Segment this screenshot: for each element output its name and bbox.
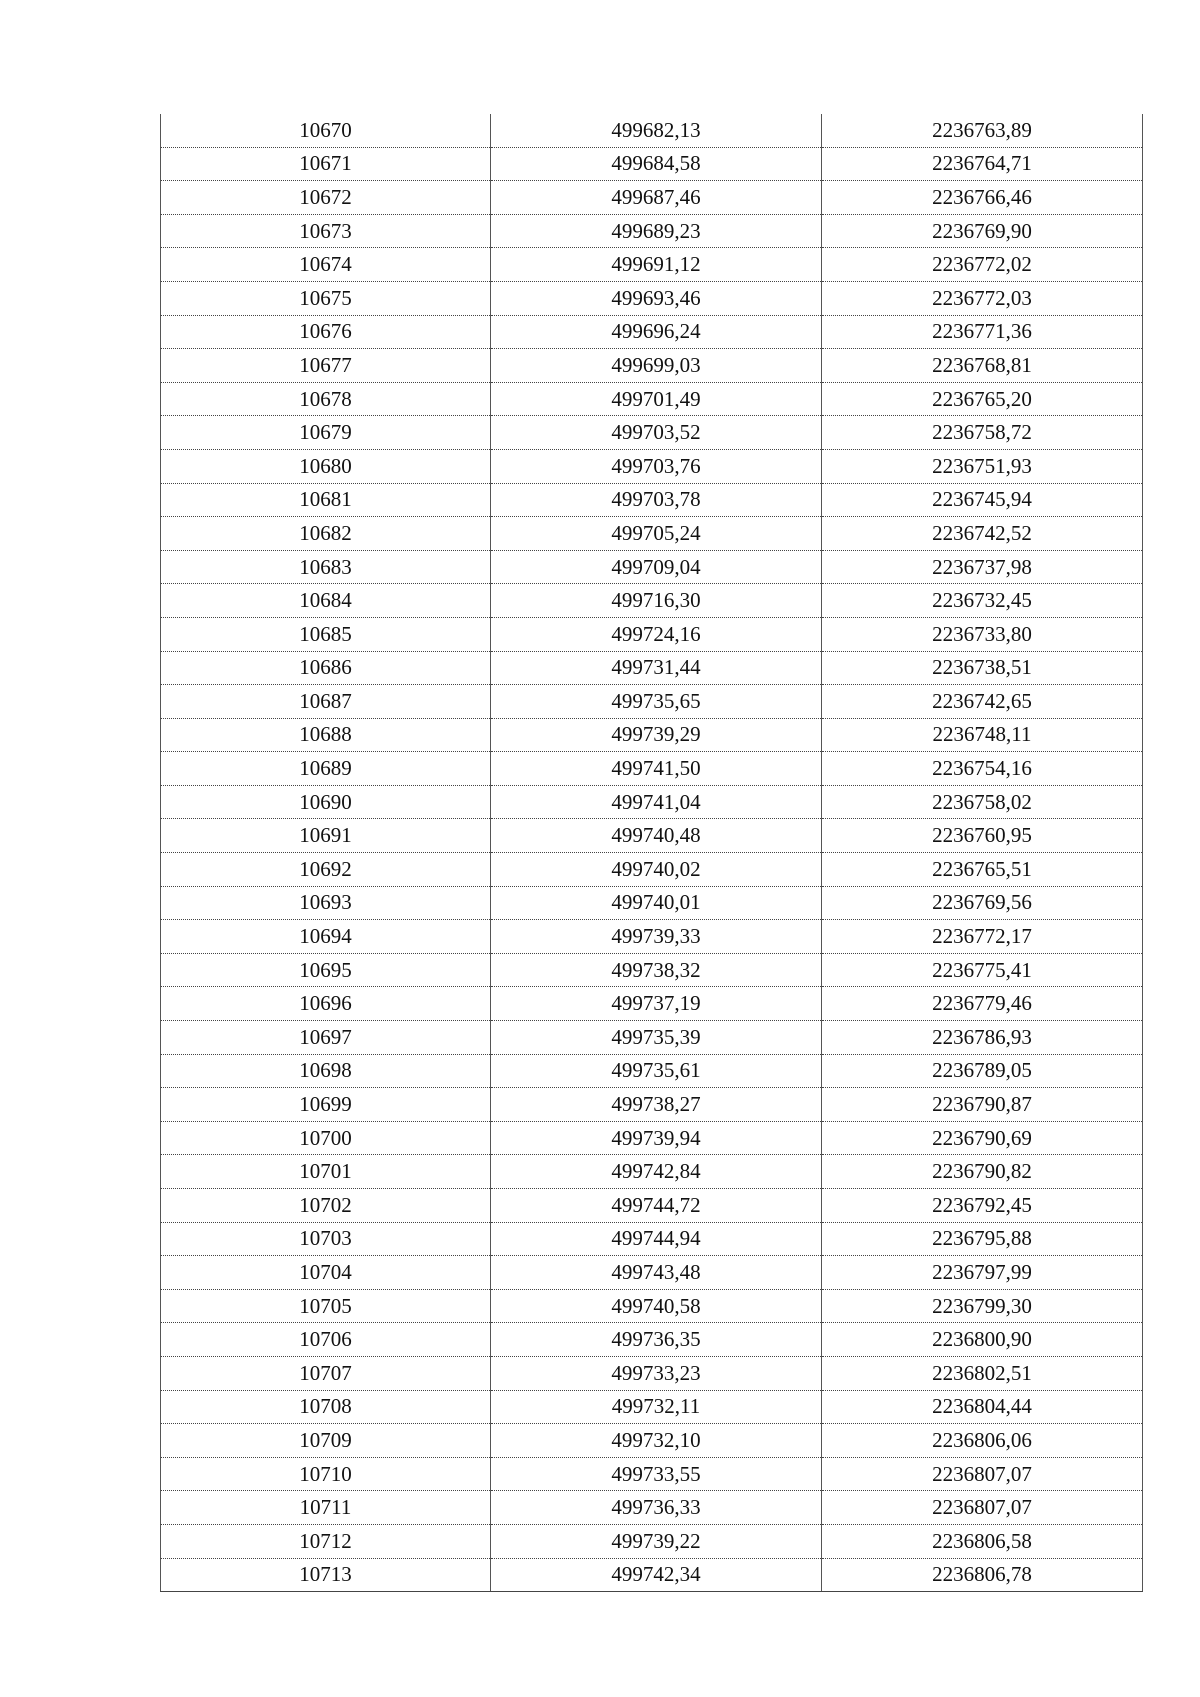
y-coordinate-cell: 2236795,88	[822, 1222, 1143, 1256]
y-coordinate-cell: 2236797,99	[822, 1256, 1143, 1290]
point-number-cell: 10679	[161, 416, 491, 450]
y-coordinate-cell: 2236758,72	[822, 416, 1143, 450]
table-row	[161, 685, 1143, 719]
point-number-cell: 10691	[161, 819, 491, 853]
y-coordinate-cell: 2236760,95	[822, 819, 1143, 853]
y-coordinate-cell: 2236732,45	[822, 584, 1143, 618]
point-number-cell: 10699	[161, 1088, 491, 1122]
y-coordinate-cell: 2236748,11	[822, 718, 1143, 752]
y-coordinate-cell: 2236754,16	[822, 752, 1143, 786]
x-coordinate-cell: 499739,22	[491, 1524, 822, 1558]
y-coordinate-cell: 2236772,17	[822, 920, 1143, 954]
table-row	[161, 1155, 1143, 1189]
y-coordinate-cell: 2236764,71	[822, 147, 1143, 181]
table-row	[161, 315, 1143, 349]
y-coordinate-cell: 2236763,89	[822, 114, 1143, 147]
x-coordinate-cell: 499684,58	[491, 147, 822, 181]
table-row	[161, 147, 1143, 181]
point-number-cell: 10701	[161, 1155, 491, 1189]
table-row	[161, 1189, 1143, 1223]
point-number-cell: 10681	[161, 483, 491, 517]
coordinates-table-body	[161, 114, 1143, 1592]
y-coordinate-cell: 2236800,90	[822, 1323, 1143, 1357]
table-row	[161, 1054, 1143, 1088]
table-row	[161, 248, 1143, 282]
point-number-cell: 10680	[161, 449, 491, 483]
x-coordinate-cell: 499691,12	[491, 248, 822, 282]
x-coordinate-cell: 499743,48	[491, 1256, 822, 1290]
table-row	[161, 1323, 1143, 1357]
point-number-cell: 10711	[161, 1491, 491, 1525]
x-coordinate-cell: 499703,76	[491, 449, 822, 483]
y-coordinate-cell: 2236742,52	[822, 517, 1143, 551]
table-row	[161, 281, 1143, 315]
x-coordinate-cell: 499738,27	[491, 1088, 822, 1122]
point-number-cell: 10688	[161, 718, 491, 752]
point-number-cell: 10678	[161, 382, 491, 416]
x-coordinate-cell: 499703,52	[491, 416, 822, 450]
table-row	[161, 416, 1143, 450]
x-coordinate-cell: 499737,19	[491, 987, 822, 1021]
table-row	[161, 1289, 1143, 1323]
x-coordinate-cell: 499741,04	[491, 785, 822, 819]
y-coordinate-cell: 2236792,45	[822, 1189, 1143, 1223]
y-coordinate-cell: 2236790,82	[822, 1155, 1143, 1189]
point-number-cell: 10687	[161, 685, 491, 719]
point-number-cell: 10685	[161, 617, 491, 651]
x-coordinate-cell: 499740,02	[491, 853, 822, 887]
y-coordinate-cell: 2236802,51	[822, 1356, 1143, 1390]
point-number-cell: 10674	[161, 248, 491, 282]
point-number-cell: 10690	[161, 785, 491, 819]
point-number-cell: 10673	[161, 214, 491, 248]
y-coordinate-cell: 2236806,78	[822, 1558, 1143, 1592]
point-number-cell: 10698	[161, 1054, 491, 1088]
y-coordinate-cell: 2236779,46	[822, 987, 1143, 1021]
y-coordinate-cell: 2236799,30	[822, 1289, 1143, 1323]
point-number-cell: 10703	[161, 1222, 491, 1256]
y-coordinate-cell: 2236768,81	[822, 349, 1143, 383]
y-coordinate-cell: 2236758,02	[822, 785, 1143, 819]
point-number-cell: 10707	[161, 1356, 491, 1390]
x-coordinate-cell: 499701,49	[491, 382, 822, 416]
y-coordinate-cell: 2236771,36	[822, 315, 1143, 349]
point-number-cell: 10670	[161, 114, 491, 147]
table-row	[161, 1491, 1143, 1525]
y-coordinate-cell: 2236769,90	[822, 214, 1143, 248]
y-coordinate-cell: 2236806,06	[822, 1424, 1143, 1458]
table-row	[161, 1390, 1143, 1424]
table-row	[161, 953, 1143, 987]
x-coordinate-cell: 499724,16	[491, 617, 822, 651]
y-coordinate-cell: 2236765,51	[822, 853, 1143, 887]
x-coordinate-cell: 499735,65	[491, 685, 822, 719]
table-row	[161, 1021, 1143, 1055]
table-row	[161, 651, 1143, 685]
y-coordinate-cell: 2236789,05	[822, 1054, 1143, 1088]
point-number-cell: 10686	[161, 651, 491, 685]
table-row	[161, 1222, 1143, 1256]
x-coordinate-cell: 499740,01	[491, 886, 822, 920]
y-coordinate-cell: 2236786,93	[822, 1021, 1143, 1055]
x-coordinate-cell: 499739,94	[491, 1121, 822, 1155]
table-row	[161, 1524, 1143, 1558]
x-coordinate-cell: 499703,78	[491, 483, 822, 517]
table-row	[161, 483, 1143, 517]
y-coordinate-cell: 2236772,02	[822, 248, 1143, 282]
x-coordinate-cell: 499733,55	[491, 1457, 822, 1491]
table-row	[161, 886, 1143, 920]
x-coordinate-cell: 499733,23	[491, 1356, 822, 1390]
point-number-cell: 10676	[161, 315, 491, 349]
x-coordinate-cell: 499682,13	[491, 114, 822, 147]
x-coordinate-cell: 499689,23	[491, 214, 822, 248]
table-row	[161, 1558, 1143, 1592]
x-coordinate-cell: 499716,30	[491, 584, 822, 618]
table-row	[161, 181, 1143, 215]
point-number-cell: 10713	[161, 1558, 491, 1592]
y-coordinate-cell: 2236765,20	[822, 382, 1143, 416]
y-coordinate-cell: 2236742,65	[822, 685, 1143, 719]
x-coordinate-cell: 499735,39	[491, 1021, 822, 1055]
table-row	[161, 819, 1143, 853]
point-number-cell: 10695	[161, 953, 491, 987]
table-row	[161, 1356, 1143, 1390]
y-coordinate-cell: 2236772,03	[822, 281, 1143, 315]
y-coordinate-cell: 2236738,51	[822, 651, 1143, 685]
table-row	[161, 1457, 1143, 1491]
x-coordinate-cell: 499732,10	[491, 1424, 822, 1458]
x-coordinate-cell: 499696,24	[491, 315, 822, 349]
y-coordinate-cell: 2236775,41	[822, 953, 1143, 987]
y-coordinate-cell: 2236790,69	[822, 1121, 1143, 1155]
point-number-cell: 10708	[161, 1390, 491, 1424]
table-row	[161, 1121, 1143, 1155]
point-number-cell: 10697	[161, 1021, 491, 1055]
x-coordinate-cell: 499744,72	[491, 1189, 822, 1223]
x-coordinate-cell: 499736,35	[491, 1323, 822, 1357]
table-row	[161, 1424, 1143, 1458]
table-row	[161, 214, 1143, 248]
y-coordinate-cell: 2236804,44	[822, 1390, 1143, 1424]
point-number-cell: 10692	[161, 853, 491, 887]
point-number-cell: 10693	[161, 886, 491, 920]
point-number-cell: 10689	[161, 752, 491, 786]
y-coordinate-cell: 2236745,94	[822, 483, 1143, 517]
table-row	[161, 114, 1143, 147]
table-row	[161, 550, 1143, 584]
y-coordinate-cell: 2236737,98	[822, 550, 1143, 584]
x-coordinate-cell: 499705,24	[491, 517, 822, 551]
x-coordinate-cell: 499709,04	[491, 550, 822, 584]
x-coordinate-cell: 499744,94	[491, 1222, 822, 1256]
coordinates-table	[160, 114, 1143, 1592]
y-coordinate-cell: 2236806,58	[822, 1524, 1143, 1558]
x-coordinate-cell: 499693,46	[491, 281, 822, 315]
point-number-cell: 10706	[161, 1323, 491, 1357]
x-coordinate-cell: 499740,48	[491, 819, 822, 853]
table-row	[161, 449, 1143, 483]
point-number-cell: 10702	[161, 1189, 491, 1223]
point-number-cell: 10683	[161, 550, 491, 584]
table-row	[161, 1088, 1143, 1122]
x-coordinate-cell: 499736,33	[491, 1491, 822, 1525]
table-row	[161, 517, 1143, 551]
point-number-cell: 10694	[161, 920, 491, 954]
table-row	[161, 382, 1143, 416]
table-row	[161, 785, 1143, 819]
y-coordinate-cell: 2236766,46	[822, 181, 1143, 215]
table-row	[161, 853, 1143, 887]
x-coordinate-cell: 499740,58	[491, 1289, 822, 1323]
x-coordinate-cell: 499731,44	[491, 651, 822, 685]
point-number-cell: 10671	[161, 147, 491, 181]
point-number-cell: 10677	[161, 349, 491, 383]
x-coordinate-cell: 499741,50	[491, 752, 822, 786]
y-coordinate-cell: 2236733,80	[822, 617, 1143, 651]
y-coordinate-cell: 2236790,87	[822, 1088, 1143, 1122]
table-row	[161, 349, 1143, 383]
x-coordinate-cell: 499742,34	[491, 1558, 822, 1592]
table-row	[161, 617, 1143, 651]
point-number-cell: 10705	[161, 1289, 491, 1323]
point-number-cell: 10672	[161, 181, 491, 215]
table-row	[161, 1256, 1143, 1290]
x-coordinate-cell: 499738,32	[491, 953, 822, 987]
point-number-cell: 10682	[161, 517, 491, 551]
point-number-cell: 10700	[161, 1121, 491, 1155]
x-coordinate-cell: 499699,03	[491, 349, 822, 383]
table-row	[161, 920, 1143, 954]
table-row	[161, 718, 1143, 752]
y-coordinate-cell: 2236769,56	[822, 886, 1143, 920]
point-number-cell: 10696	[161, 987, 491, 1021]
point-number-cell: 10684	[161, 584, 491, 618]
point-number-cell: 10704	[161, 1256, 491, 1290]
point-number-cell: 10710	[161, 1457, 491, 1491]
x-coordinate-cell: 499735,61	[491, 1054, 822, 1088]
y-coordinate-cell: 2236751,93	[822, 449, 1143, 483]
point-number-cell: 10712	[161, 1524, 491, 1558]
y-coordinate-cell: 2236807,07	[822, 1491, 1143, 1525]
x-coordinate-cell: 499739,29	[491, 718, 822, 752]
x-coordinate-cell: 499739,33	[491, 920, 822, 954]
point-number-cell: 10675	[161, 281, 491, 315]
y-coordinate-cell: 2236807,07	[822, 1457, 1143, 1491]
table-row	[161, 584, 1143, 618]
x-coordinate-cell: 499732,11	[491, 1390, 822, 1424]
x-coordinate-cell: 499687,46	[491, 181, 822, 215]
point-number-cell: 10709	[161, 1424, 491, 1458]
table-row	[161, 752, 1143, 786]
x-coordinate-cell: 499742,84	[491, 1155, 822, 1189]
table-row	[161, 987, 1143, 1021]
